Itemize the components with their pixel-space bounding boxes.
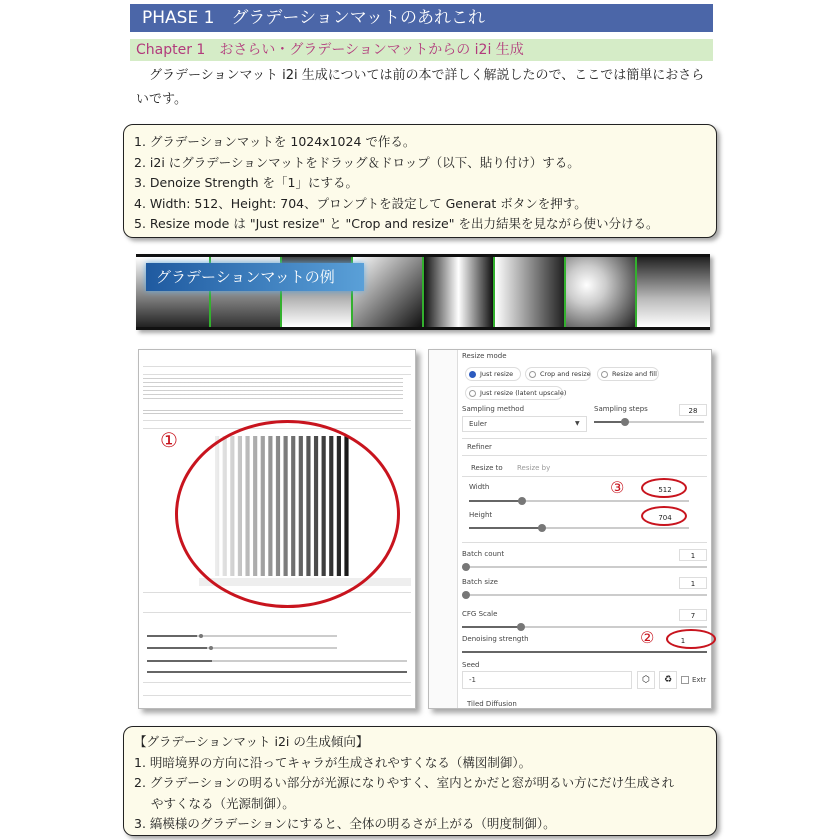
width-input[interactable]: 512 xyxy=(658,486,672,494)
highlight-width-oval xyxy=(641,478,687,498)
tendency-1: 1. 明暗境界の方向に沿ってキャラが生成されやすくなる（構図制御）。 xyxy=(134,754,532,770)
sampling-method-select[interactable] xyxy=(462,416,587,432)
refiner-section[interactable] xyxy=(462,438,707,456)
seed-label: Seed xyxy=(462,661,480,669)
dice-icon[interactable]: ⬡ xyxy=(637,671,655,689)
gradient-tile xyxy=(422,257,493,327)
panel-edge xyxy=(429,350,458,708)
step-5: 5. Resize mode は "Just resize" と "Crop and resize" を出力結果を見ながら使い分ける。 xyxy=(134,216,659,231)
radio-just-resize[interactable]: Just resize xyxy=(465,367,521,381)
cfg-scale-label: CFG Scale xyxy=(462,610,498,618)
height-label: Height xyxy=(469,511,493,519)
width-label: Width xyxy=(469,483,490,491)
divider xyxy=(143,366,411,367)
seed-input[interactable] xyxy=(462,671,632,689)
phase-title: PHASE 1 グラデーションマットのあれこれ xyxy=(130,4,713,32)
tendency-3: 3. 縞模様のグラデーションにすると、全体の明るさが上がる（明度制御）。 xyxy=(134,816,556,831)
marker-3: ③ xyxy=(610,478,625,497)
prompt-text-area[interactable] xyxy=(143,378,403,402)
height-input[interactable]: 704 xyxy=(658,514,672,522)
chapter-title: Chapter 1 おさらい・グラデーションマットからの i2i 生成 xyxy=(130,39,713,61)
radio-crop-and-resize[interactable]: Crop and resize xyxy=(525,367,591,381)
batch-count-input[interactable]: 1 xyxy=(679,549,707,561)
tiled-diffusion-label[interactable]: Tiled Diffusion xyxy=(467,700,517,708)
example-label: グラデーションマットの例 xyxy=(146,263,364,291)
gradient-tile xyxy=(493,257,564,327)
batch-count-label: Batch count xyxy=(462,550,505,558)
divider xyxy=(143,374,411,375)
tab-resize-to[interactable]: Resize to xyxy=(471,464,503,472)
width-slider[interactable] xyxy=(469,500,689,502)
resize-mode-label: Resize mode xyxy=(462,352,507,360)
cfg-scale-input[interactable]: 7 xyxy=(679,609,707,621)
sampling-steps-label: Sampling steps xyxy=(594,405,648,413)
tab-resize-by[interactable]: Resize by xyxy=(517,464,551,472)
steps-box xyxy=(123,124,717,238)
left-height-slider[interactable] xyxy=(147,647,337,649)
radio-latent-upscale[interactable]: Just resize (latent upscale) xyxy=(465,386,563,400)
seed-value: -1 xyxy=(469,676,476,684)
extra-label: Extr xyxy=(692,676,707,684)
cfg-scale-slider[interactable] xyxy=(462,626,707,628)
webui-settings-screenshot xyxy=(428,349,712,709)
highlight-circle-1 xyxy=(175,420,400,608)
highlight-height-oval xyxy=(641,506,687,526)
left-width-slider[interactable] xyxy=(147,635,337,637)
marker-1: ① xyxy=(160,428,178,452)
sampling-method-value: Euler xyxy=(469,420,487,428)
sampling-steps-slider[interactable] xyxy=(594,421,704,423)
gradient-tile xyxy=(564,257,635,327)
intro-paragraph: グラデーションマット i2i 生成については前の本で詳しく解説したので、ここでは簡単におさらいです。 xyxy=(136,68,705,107)
step-3: 3. Denoize Strength を「1」にする。 xyxy=(134,175,358,190)
refiner-label: Refiner xyxy=(467,443,492,451)
batch-size-input[interactable]: 1 xyxy=(679,577,707,589)
negative-prompt-area[interactable] xyxy=(143,410,403,416)
left-cfg-slider[interactable] xyxy=(147,660,407,662)
tendency-2-cont: やすくなる（光源制御）。 xyxy=(151,795,295,811)
tendency-title: 【グラデーションマット i2i の生成傾向】 xyxy=(134,734,369,749)
tendency-box xyxy=(123,726,717,836)
extra-checkbox[interactable] xyxy=(681,676,689,684)
denoising-strength-slider[interactable] xyxy=(462,651,707,653)
denoising-strength-label: Denoising strength xyxy=(462,635,529,643)
gradient-tile xyxy=(635,257,710,327)
batch-count-slider[interactable] xyxy=(462,566,707,568)
left-denoise-slider[interactable] xyxy=(147,671,407,673)
highlight-denoise-oval xyxy=(666,629,716,649)
tendency-2: 2. グラデーションの明るい部分が光源になりやすく、室内とかだと窓が明るい方にだけ生成され xyxy=(134,775,675,790)
recycle-icon[interactable]: ♻ xyxy=(659,671,677,689)
batch-size-slider[interactable] xyxy=(462,594,707,596)
sampling-steps-input[interactable]: 28 xyxy=(679,404,707,416)
radio-resize-and-fill[interactable]: Resize and fill xyxy=(597,367,659,381)
height-slider[interactable] xyxy=(469,527,689,529)
step-1: 1. グラデーションマットを 1024x1024 で作る。 xyxy=(134,134,416,149)
gradient-example-strip xyxy=(136,254,710,330)
step-2: 2. i2i にグラデーションマットをドラッグ＆ドロップ（以下、貼り付け）する。 xyxy=(134,154,580,170)
sampling-method-label: Sampling method xyxy=(462,405,525,413)
marker-2: ② xyxy=(640,628,655,647)
dropdown-arrow-icon: ▼ xyxy=(575,420,580,427)
batch-size-label: Batch size xyxy=(462,578,498,586)
denoising-strength-input[interactable]: 1 xyxy=(680,637,686,645)
step-4: 4. Width: 512、Height: 704、プロンプトを設定して Generat ボタンを押す。 xyxy=(134,195,587,211)
